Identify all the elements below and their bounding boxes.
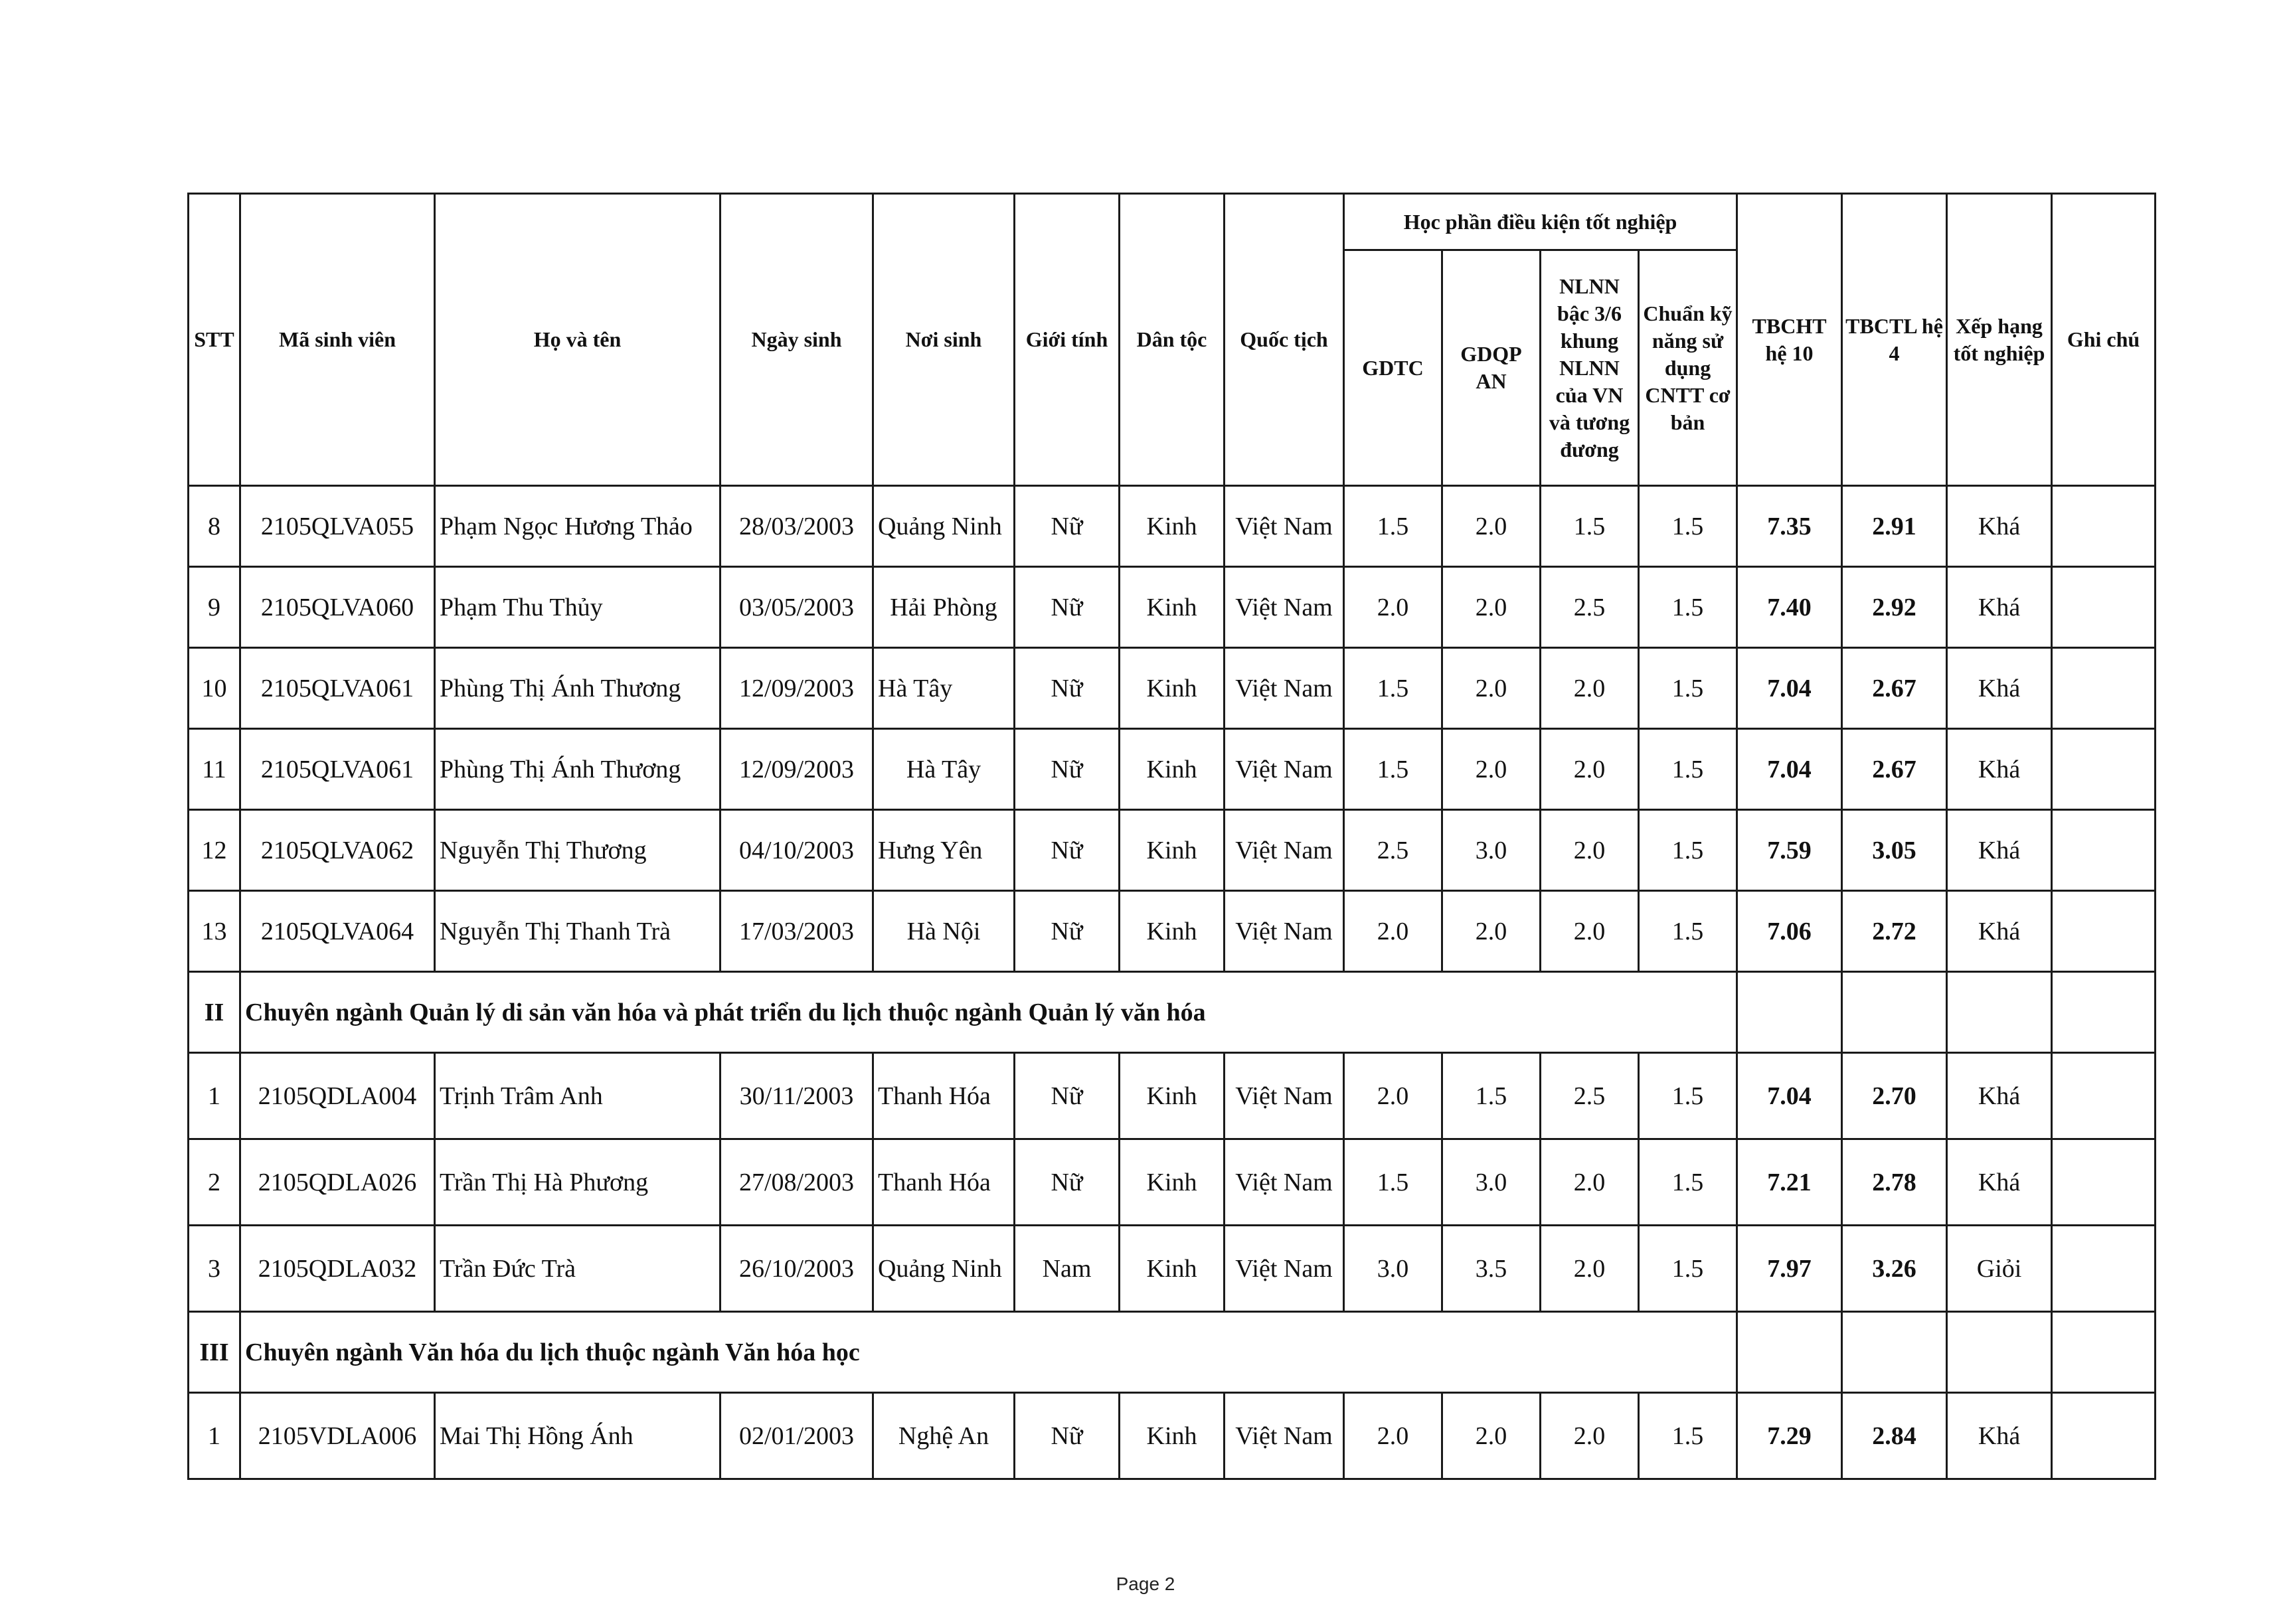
ethnicity-cell: Kinh <box>1120 486 1225 567</box>
table-row <box>189 891 2156 972</box>
table-row <box>189 1226 2156 1312</box>
full-name-cell: Phạm Thu Thủy <box>435 567 721 648</box>
gdqp-cell: 2.0 <box>1442 891 1541 972</box>
table-row <box>189 486 2156 567</box>
nationality-cell: Việt Nam <box>1225 486 1344 567</box>
rank-cell: Khá <box>1947 891 2052 972</box>
cntt-cell: 1.5 <box>1639 1393 1737 1479</box>
col-header-tbcht: TBCHT hệ 10 <box>1737 194 1842 486</box>
nationality-cell: Việt Nam <box>1225 648 1344 729</box>
gdqp-cell: 2.0 <box>1442 648 1541 729</box>
nlnn-cell: 2.0 <box>1541 810 1639 891</box>
col-header-stt: STT <box>189 194 240 486</box>
cntt-cell: 1.5 <box>1639 891 1737 972</box>
student-id-cell: 2105QDLA004 <box>240 1053 435 1139</box>
ethnicity-cell: Kinh <box>1120 810 1225 891</box>
gender-cell: Nữ <box>1015 891 1120 972</box>
nlnn-cell: 2.0 <box>1541 729 1639 810</box>
birthplace-cell: Hà Nội <box>873 891 1015 972</box>
cntt-cell: 1.5 <box>1639 1226 1737 1312</box>
section-header-row <box>189 1312 2156 1393</box>
full-name-cell: Trần Đức Trà <box>435 1226 721 1312</box>
gdqp-cell: 1.5 <box>1442 1053 1541 1139</box>
graduation-table <box>187 193 2156 1480</box>
gender-cell: Nữ <box>1015 648 1120 729</box>
full-name-cell: Phùng Thị Ánh Thương <box>435 729 721 810</box>
birthplace-cell: Nghệ An <box>873 1393 1015 1479</box>
stt-cell: 13 <box>189 891 240 972</box>
note-cell <box>2052 1393 2156 1479</box>
empty-cell <box>1842 1312 1947 1393</box>
gdtc-cell: 2.0 <box>1344 1053 1442 1139</box>
birthplace-cell: Quảng Ninh <box>873 486 1015 567</box>
ethnicity-cell: Kinh <box>1120 1393 1225 1479</box>
gender-cell: Nữ <box>1015 810 1120 891</box>
birthplace-cell: Hưng Yên <box>873 810 1015 891</box>
nlnn-cell: 2.0 <box>1541 1139 1639 1226</box>
gdtc-cell: 1.5 <box>1344 1139 1442 1226</box>
tbctl-cell: 2.78 <box>1842 1139 1947 1226</box>
col-header-ethnicity: Dân tộc <box>1120 194 1225 486</box>
table-row <box>189 729 2156 810</box>
gender-cell: Nam <box>1015 1226 1120 1312</box>
empty-cell <box>1842 972 1947 1053</box>
gdqp-cell: 3.0 <box>1442 810 1541 891</box>
note-cell <box>2052 1139 2156 1226</box>
stt-cell: 2 <box>189 1139 240 1226</box>
full-name-cell: Trần Thị Hà Phương <box>435 1139 721 1226</box>
dob-cell: 04/10/2003 <box>721 810 873 891</box>
tbctl-cell: 2.70 <box>1842 1053 1947 1139</box>
full-name-cell: Nguyễn Thị Thanh Trà <box>435 891 721 972</box>
stt-cell: 1 <box>189 1053 240 1139</box>
rank-cell: Khá <box>1947 1139 2052 1226</box>
full-name-cell: Trịnh Trâm Anh <box>435 1053 721 1139</box>
tbctl-cell: 2.84 <box>1842 1393 1947 1479</box>
empty-cell <box>1947 1312 2052 1393</box>
col-header-note: Ghi chú <box>2052 194 2156 486</box>
ethnicity-cell: Kinh <box>1120 567 1225 648</box>
student-id-cell: 2105QLVA061 <box>240 729 435 810</box>
birthplace-cell: Hà Tây <box>873 729 1015 810</box>
col-header-cntt: Chuẩn kỹ năng sử dụng CNTT cơ bản <box>1639 250 1737 486</box>
col-header-birthplace: Nơi sinh <box>873 194 1015 486</box>
cntt-cell: 1.5 <box>1639 567 1737 648</box>
nlnn-cell: 2.0 <box>1541 1393 1639 1479</box>
table-body <box>189 486 2156 1479</box>
section-number: III <box>189 1312 240 1393</box>
col-header-conditions-group: Học phần điều kiện tốt nghiệp <box>1344 194 1737 250</box>
dob-cell: 03/05/2003 <box>721 567 873 648</box>
ethnicity-cell: Kinh <box>1120 1226 1225 1312</box>
tbcht-cell: 7.06 <box>1737 891 1842 972</box>
rank-cell: Khá <box>1947 810 2052 891</box>
dob-cell: 28/03/2003 <box>721 486 873 567</box>
tbctl-cell: 2.67 <box>1842 729 1947 810</box>
rank-cell: Khá <box>1947 567 2052 648</box>
student-id-cell: 2105QLVA060 <box>240 567 435 648</box>
full-name-cell: Nguyễn Thị Thương <box>435 810 721 891</box>
nlnn-cell: 2.0 <box>1541 648 1639 729</box>
col-header-dob: Ngày sinh <box>721 194 873 486</box>
nlnn-cell: 2.0 <box>1541 1226 1639 1312</box>
dob-cell: 26/10/2003 <box>721 1226 873 1312</box>
student-id-cell: 2105QLVA055 <box>240 486 435 567</box>
nationality-cell: Việt Nam <box>1225 810 1344 891</box>
student-id-cell: 2105QDLA032 <box>240 1226 435 1312</box>
section-header-row <box>189 972 2156 1053</box>
dob-cell: 17/03/2003 <box>721 891 873 972</box>
rank-cell: Khá <box>1947 1393 2052 1479</box>
ethnicity-cell: Kinh <box>1120 648 1225 729</box>
page-number: Page 2 <box>1116 1574 1175 1594</box>
section-title: Chuyên ngành Văn hóa du lịch thuộc ngành Văn hóa học <box>240 1312 1737 1393</box>
full-name-cell: Phùng Thị Ánh Thương <box>435 648 721 729</box>
gdtc-cell: 1.5 <box>1344 648 1442 729</box>
dob-cell: 02/01/2003 <box>721 1393 873 1479</box>
table-row <box>189 1393 2156 1479</box>
stt-cell: 3 <box>189 1226 240 1312</box>
col-header-gender: Giới tính <box>1015 194 1120 486</box>
full-name-cell: Phạm Ngọc Hương Thảo <box>435 486 721 567</box>
cntt-cell: 1.5 <box>1639 486 1737 567</box>
gdqp-cell: 3.5 <box>1442 1226 1541 1312</box>
tbctl-cell: 3.26 <box>1842 1226 1947 1312</box>
nationality-cell: Việt Nam <box>1225 1053 1344 1139</box>
rank-cell: Khá <box>1947 486 2052 567</box>
student-id-cell: 2105VDLA006 <box>240 1393 435 1479</box>
col-header-tbctl: TBCTL hệ 4 <box>1842 194 1947 486</box>
table-row <box>189 1139 2156 1226</box>
note-cell <box>2052 567 2156 648</box>
col-header-gdqp: GDQP AN <box>1442 250 1541 486</box>
col-header-nlnn: NLNN bậc 3/6 khung NLNN của VN và tương đương <box>1541 250 1639 486</box>
nlnn-cell: 2.5 <box>1541 567 1639 648</box>
tbcht-cell: 7.04 <box>1737 729 1842 810</box>
nlnn-cell: 2.0 <box>1541 891 1639 972</box>
birthplace-cell: Quảng Ninh <box>873 1226 1015 1312</box>
gdtc-cell: 2.0 <box>1344 891 1442 972</box>
note-cell <box>2052 1053 2156 1139</box>
student-id-cell: 2105QLVA064 <box>240 891 435 972</box>
tbctl-cell: 2.92 <box>1842 567 1947 648</box>
gdqp-cell: 2.0 <box>1442 1393 1541 1479</box>
tbcht-cell: 7.04 <box>1737 648 1842 729</box>
col-header-full-name: Họ và tên <box>435 194 721 486</box>
ethnicity-cell: Kinh <box>1120 1139 1225 1226</box>
col-header-student-id: Mã sinh viên <box>240 194 435 486</box>
tbcht-cell: 7.40 <box>1737 567 1842 648</box>
section-number: II <box>189 972 240 1053</box>
dob-cell: 12/09/2003 <box>721 648 873 729</box>
rank-cell: Giỏi <box>1947 1226 2052 1312</box>
ethnicity-cell: Kinh <box>1120 1053 1225 1139</box>
student-id-cell: 2105QDLA026 <box>240 1139 435 1226</box>
cntt-cell: 1.5 <box>1639 1053 1737 1139</box>
nationality-cell: Việt Nam <box>1225 729 1344 810</box>
gender-cell: Nữ <box>1015 1139 1120 1226</box>
tbcht-cell: 7.29 <box>1737 1393 1842 1479</box>
gdtc-cell: 2.0 <box>1344 567 1442 648</box>
gdtc-cell: 1.5 <box>1344 729 1442 810</box>
gender-cell: Nữ <box>1015 1053 1120 1139</box>
empty-cell <box>2052 1312 2156 1393</box>
cntt-cell: 1.5 <box>1639 648 1737 729</box>
gdqp-cell: 2.0 <box>1442 729 1541 810</box>
gdtc-cell: 2.5 <box>1344 810 1442 891</box>
nationality-cell: Việt Nam <box>1225 1226 1344 1312</box>
col-header-rank: Xếp hạng tốt nghiệp <box>1947 194 2052 486</box>
gdtc-cell: 2.0 <box>1344 1393 1442 1479</box>
rank-cell: Khá <box>1947 729 2052 810</box>
nationality-cell: Việt Nam <box>1225 1393 1344 1479</box>
empty-cell <box>1737 1312 1842 1393</box>
nationality-cell: Việt Nam <box>1225 567 1344 648</box>
stt-cell: 1 <box>189 1393 240 1479</box>
ethnicity-cell: Kinh <box>1120 891 1225 972</box>
dob-cell: 12/09/2003 <box>721 729 873 810</box>
full-name-cell: Mai Thị Hồng Ánh <box>435 1393 721 1479</box>
note-cell <box>2052 486 2156 567</box>
nationality-cell: Việt Nam <box>1225 891 1344 972</box>
rank-cell: Khá <box>1947 1053 2052 1139</box>
rank-cell: Khá <box>1947 648 2052 729</box>
note-cell <box>2052 891 2156 972</box>
gdqp-cell: 2.0 <box>1442 486 1541 567</box>
tbcht-cell: 7.59 <box>1737 810 1842 891</box>
birthplace-cell: Thanh Hóa <box>873 1053 1015 1139</box>
dob-cell: 27/08/2003 <box>721 1139 873 1226</box>
header-row-top <box>189 194 2156 250</box>
table-row <box>189 1053 2156 1139</box>
nlnn-cell: 1.5 <box>1541 486 1639 567</box>
note-cell <box>2052 810 2156 891</box>
stt-cell: 10 <box>189 648 240 729</box>
nationality-cell: Việt Nam <box>1225 1139 1344 1226</box>
tbcht-cell: 7.97 <box>1737 1226 1842 1312</box>
student-id-cell: 2105QLVA062 <box>240 810 435 891</box>
table-row <box>189 567 2156 648</box>
tbcht-cell: 7.21 <box>1737 1139 1842 1226</box>
tbctl-cell: 2.72 <box>1842 891 1947 972</box>
section-title: Chuyên ngành Quản lý di sản văn hóa và phát triển du lịch thuộc ngành Quản lý văn hóa <box>240 972 1737 1053</box>
dob-cell: 30/11/2003 <box>721 1053 873 1139</box>
tbctl-cell: 3.05 <box>1842 810 1947 891</box>
gender-cell: Nữ <box>1015 567 1120 648</box>
birthplace-cell: Hà Tây <box>873 648 1015 729</box>
empty-cell <box>1737 972 1842 1053</box>
note-cell <box>2052 729 2156 810</box>
empty-cell <box>1947 972 2052 1053</box>
birthplace-cell: Hải Phòng <box>873 567 1015 648</box>
gdqp-cell: 2.0 <box>1442 567 1541 648</box>
table-row <box>189 648 2156 729</box>
birthplace-cell: Thanh Hóa <box>873 1139 1015 1226</box>
stt-cell: 8 <box>189 486 240 567</box>
stt-cell: 11 <box>189 729 240 810</box>
col-header-nationality: Quốc tịch <box>1225 194 1344 486</box>
nlnn-cell: 2.5 <box>1541 1053 1639 1139</box>
empty-cell <box>2052 972 2156 1053</box>
student-id-cell: 2105QLVA061 <box>240 648 435 729</box>
table-row <box>189 810 2156 891</box>
tbctl-cell: 2.91 <box>1842 486 1947 567</box>
gdqp-cell: 3.0 <box>1442 1139 1541 1226</box>
col-header-gdtc: GDTC <box>1344 250 1442 486</box>
tbctl-cell: 2.67 <box>1842 648 1947 729</box>
stt-cell: 12 <box>189 810 240 891</box>
cntt-cell: 1.5 <box>1639 810 1737 891</box>
tbcht-cell: 7.35 <box>1737 486 1842 567</box>
cntt-cell: 1.5 <box>1639 1139 1737 1226</box>
note-cell <box>2052 1226 2156 1312</box>
ethnicity-cell: Kinh <box>1120 729 1225 810</box>
gdtc-cell: 3.0 <box>1344 1226 1442 1312</box>
gender-cell: Nữ <box>1015 729 1120 810</box>
gender-cell: Nữ <box>1015 1393 1120 1479</box>
tbcht-cell: 7.04 <box>1737 1053 1842 1139</box>
stt-cell: 9 <box>189 567 240 648</box>
gdtc-cell: 1.5 <box>1344 486 1442 567</box>
cntt-cell: 1.5 <box>1639 729 1737 810</box>
gender-cell: Nữ <box>1015 486 1120 567</box>
note-cell <box>2052 648 2156 729</box>
